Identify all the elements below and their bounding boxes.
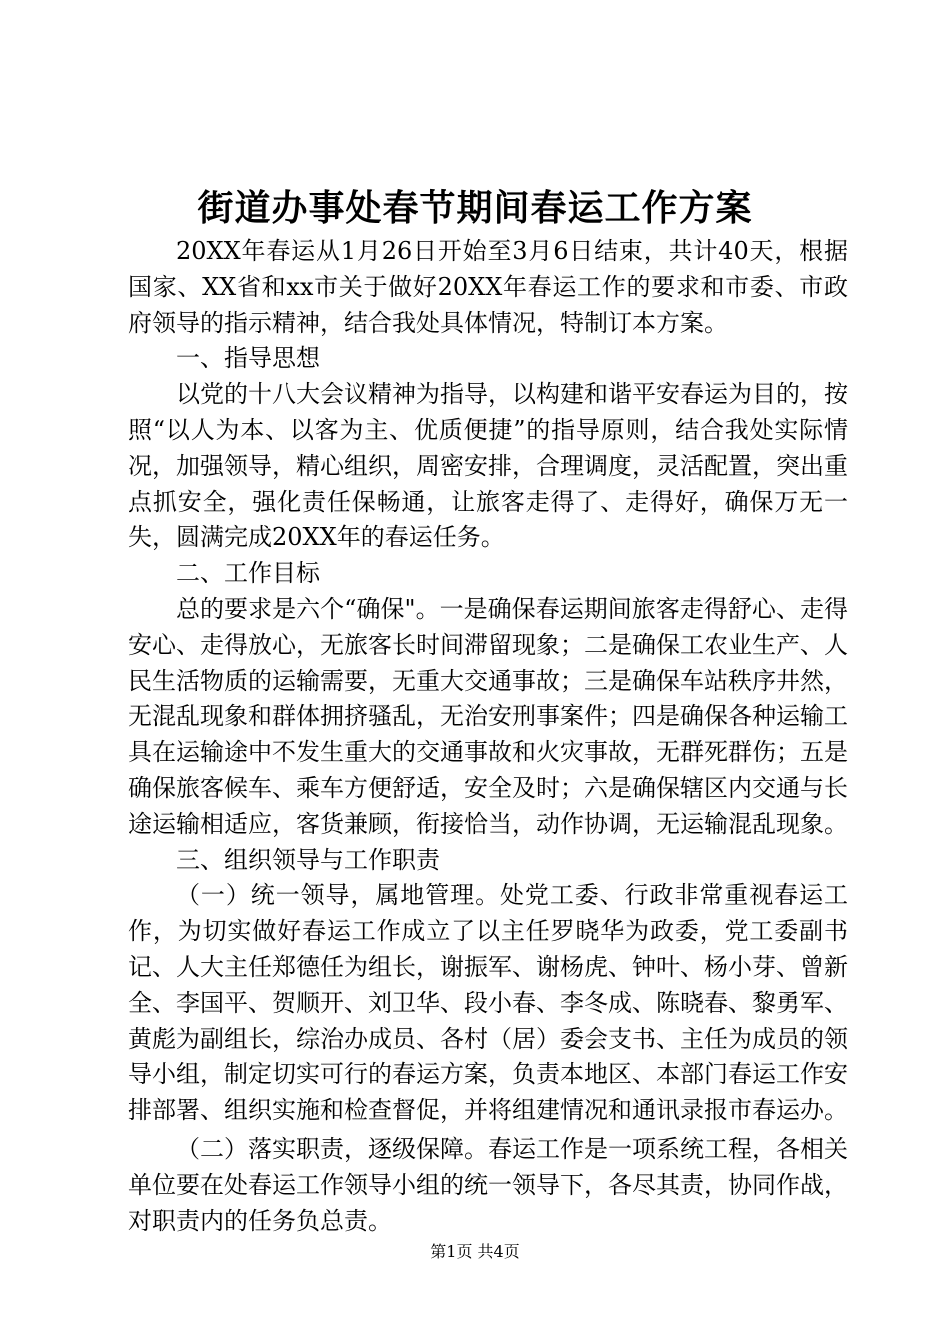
section-heading-organization: 三、组织领导与工作职责 <box>176 845 440 874</box>
page-footer: 第1页 共4页 <box>430 1242 520 1261</box>
paragraph-work-goals: 总的要求是六个“确保"。一是确保春运期间旅客走得舒心、走得安心、走得放心，无旅客长时间滞留现象；二是确保工农业生产、人民生活物质的运输需要，无重大交通事故；三是确保车站秩序井然，无混乱现象和群体拥挤骚乱，无治安刑事案件；四是确保各种运输工具在运输途中不发生重大的交通事故和火灾事故，无群死群伤；五是确保旅客候车、乘车方便舒适，安全及时；六是确保辖区内交通与长途运输相适应，客货兼顾，衔接恰当，动作协调，无运输混乱现象。 <box>128 594 848 838</box>
document-title: 街道办事处春节期间春运工作方案 <box>197 187 753 229</box>
paragraph-unified-leadership: （一）统一领导，属地管理。处党工委、行政非常重视春运工作，为切实做好春运工作成立了以主任罗晓华为政委，党工委副书记、人大主任郑德任为组长，谢振军、谢杨虎、钟叶、杨小芽、曾新全、李国平、贺顺开、刘卫华、段小春、李冬成、陈晓春、黎勇军、黄彪为副组长，综治办成员、各村（居）委会支书、主任为成员的领导小组，制定切实可行的春运方案，负责本地区、本部门春运工作安排部署、组织实施和检查督促，并将组建情况和通讯录报市春运办。 <box>128 881 848 1125</box>
paragraph-guiding-thought: 以党的十八大会议精神为指导，以构建和谐平安春运为目的，按照“以人为本、以客为主、优质便捷”的指导原则，结合我处实际情况，加强领导，精心组织，周密安排，合理调度，灵活配置，突出重点抓安全，强化责任保畅通，让旅客走得了、走得好，确保万无一失，圆满完成20XX年的春运任务。 <box>128 380 848 552</box>
document-body <box>128 234 848 1239</box>
section-heading-work-goals: 二、工作目标 <box>176 559 320 588</box>
paragraph-responsibilities: （二）落实职责，逐级保障。春运工作是一项系统工程，各相关单位要在处春运工作领导小组的统一领导下，各尽其责，协同作战，对职责内的任务负总责。 <box>128 1134 848 1235</box>
section-heading-guiding-thought: 一、指导思想 <box>176 344 320 373</box>
paragraph-intro: 20XX年春运从1月26日开始至3月6日结束，共计40天，根据国家、XX省和xx市关于做好20XX年春运工作的要求和市委、市政府领导的指示精神，结合我处具体情况，特制订本方案。 <box>128 237 848 337</box>
